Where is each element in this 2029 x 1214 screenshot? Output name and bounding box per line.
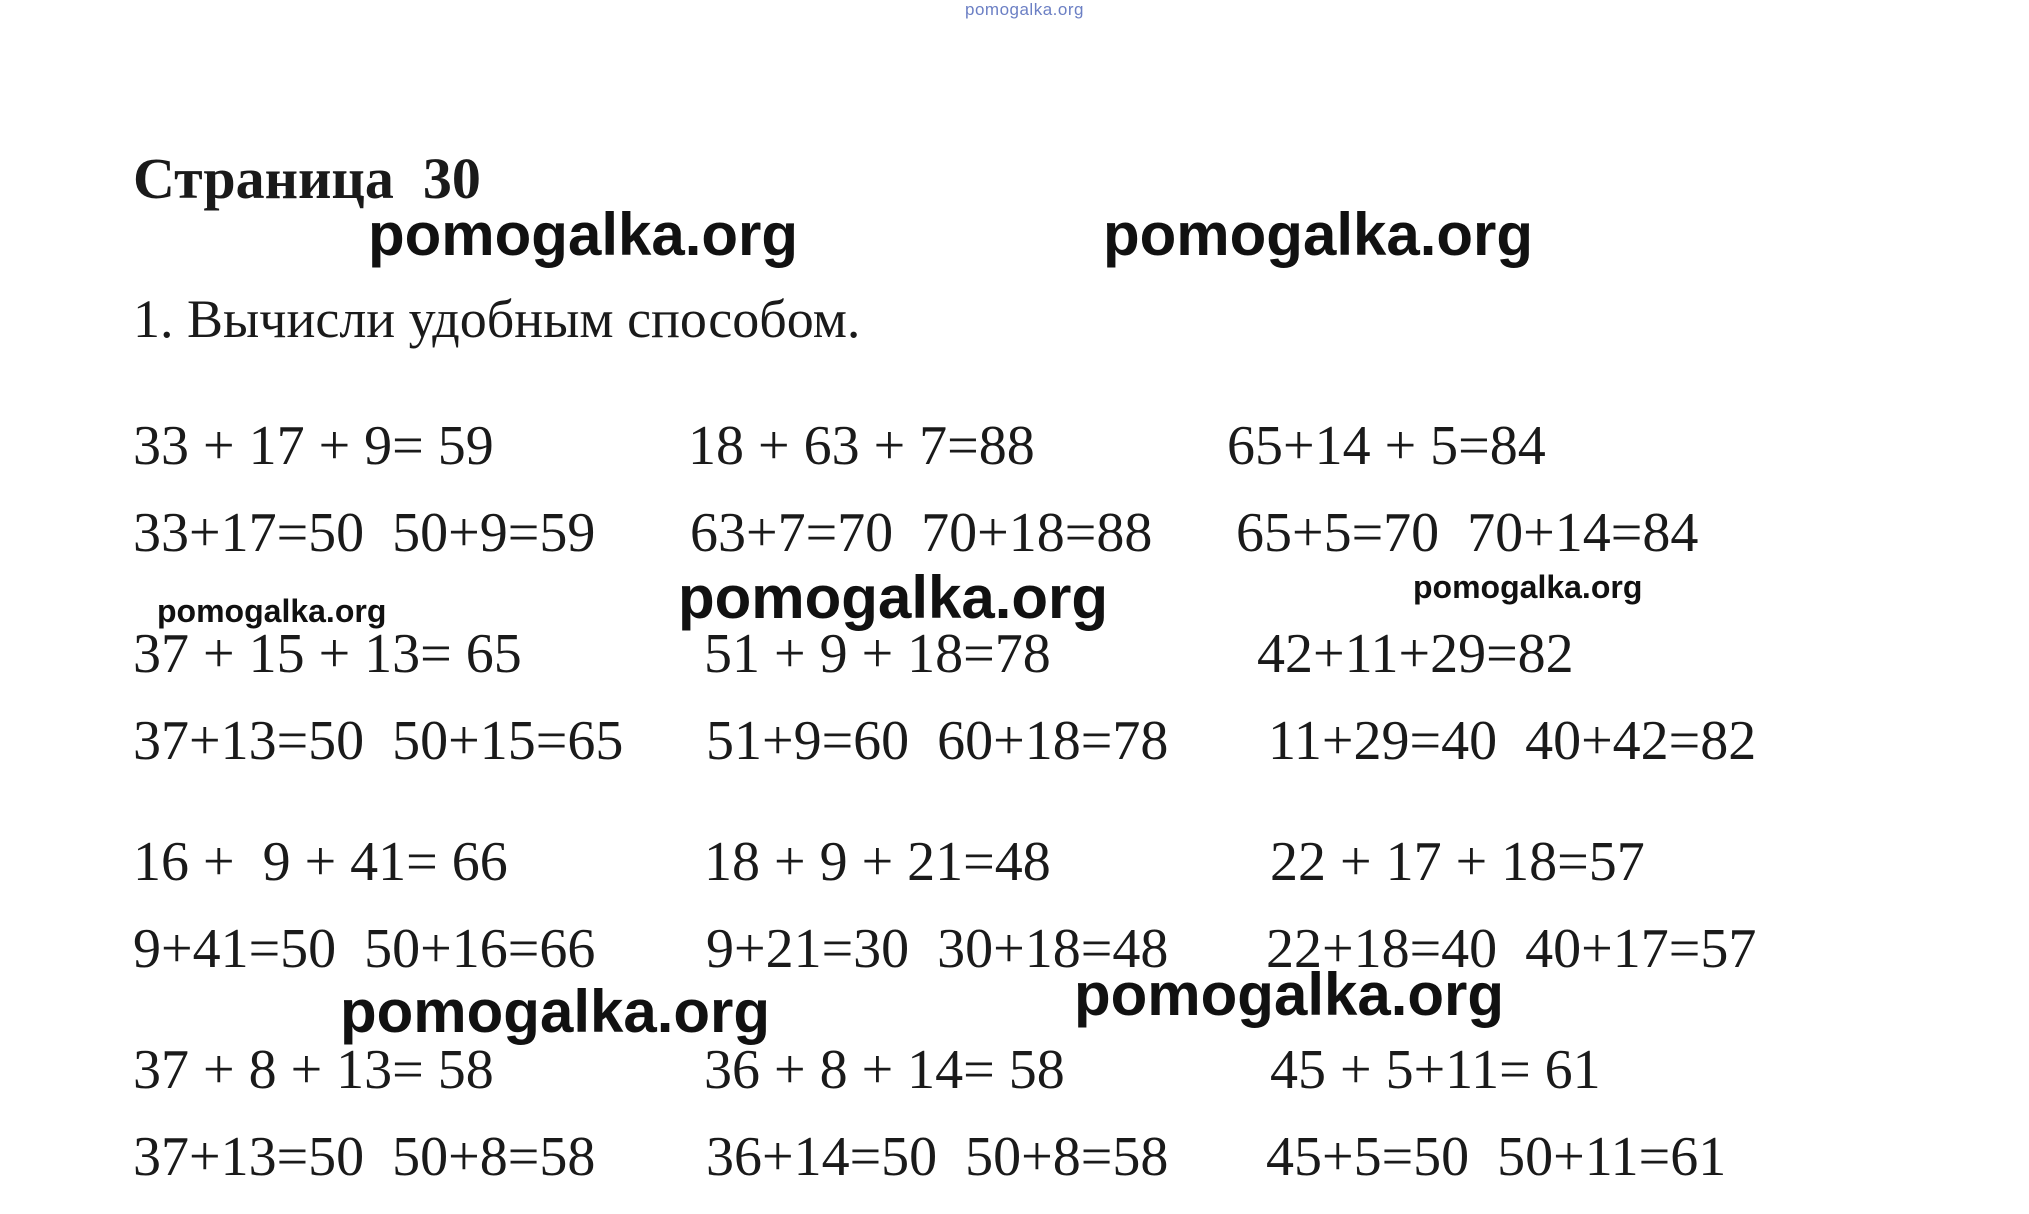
expression-3-1: 16 + 9 + 41= 66 [133, 831, 508, 893]
solution-4-1: 37+13=50 50+8=58 [133, 1126, 596, 1188]
expression-4-1: 37 + 8 + 13= 58 [133, 1039, 494, 1101]
expression-4-3: 45 + 5+11= 61 [1270, 1039, 1601, 1101]
expression-3-2: 18 + 9 + 21=48 [704, 831, 1051, 893]
expression-2-3: 42+11+29=82 [1257, 623, 1574, 685]
expression-1-1: 33 + 17 + 9= 59 [133, 415, 494, 477]
expression-3-3: 22 + 17 + 18=57 [1270, 831, 1645, 893]
watermark-mid-center: pomogalka.org [678, 564, 1109, 631]
watermark-lower-left: pomogalka.org [340, 978, 771, 1045]
solution-4-3: 45+5=50 50+11=61 [1266, 1126, 1727, 1188]
expression-2-1: 37 + 15 + 13= 65 [133, 623, 522, 685]
watermark-lower-right: pomogalka.org [1074, 961, 1505, 1028]
task-statement: 1. Вычисли удобным способом. [133, 289, 861, 349]
solution-3-3: 22+18=40 40+17=57 [1266, 918, 1757, 980]
solution-1-3: 65+5=70 70+14=84 [1236, 502, 1699, 564]
solution-4-2: 36+14=50 50+8=58 [706, 1126, 1169, 1188]
watermark-mid-small-left: pomogalka.org [157, 593, 387, 629]
watermark-top-left: pomogalka.org [368, 201, 799, 268]
solution-3-2: 9+21=30 30+18=48 [706, 918, 1169, 980]
solution-3-1: 9+41=50 50+16=66 [133, 918, 596, 980]
watermark-top-right: pomogalka.org [1103, 201, 1534, 268]
solution-2-1: 37+13=50 50+15=65 [133, 710, 624, 772]
expression-1-3: 65+14 + 5=84 [1227, 415, 1546, 477]
solution-1-1: 33+17=50 50+9=59 [133, 502, 596, 564]
expression-1-2: 18 + 63 + 7=88 [688, 415, 1035, 477]
page-title: Страница 30 [133, 146, 481, 211]
watermark-mid-small-right: pomogalka.org [1413, 569, 1643, 605]
expression-4-2: 36 + 8 + 14= 58 [704, 1039, 1065, 1101]
header-watermark: pomogalka.org [965, 0, 1084, 19]
solution-1-2: 63+7=70 70+18=88 [690, 502, 1153, 564]
solution-2-3: 11+29=40 40+42=82 [1268, 710, 1757, 772]
expression-2-2: 51 + 9 + 18=78 [704, 623, 1051, 685]
solution-2-2: 51+9=60 60+18=78 [706, 710, 1169, 772]
